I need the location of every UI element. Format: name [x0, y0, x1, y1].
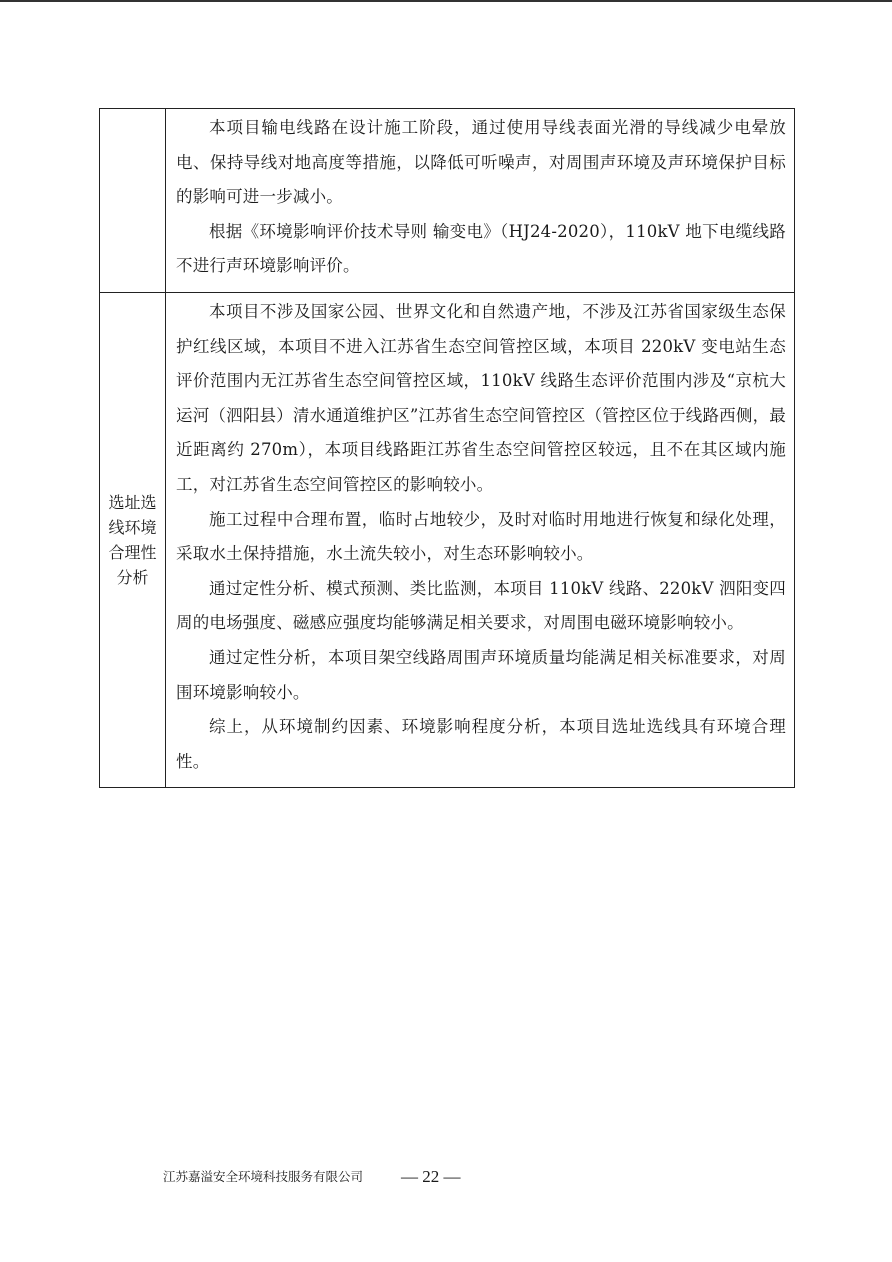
row-label-site-selection: 选址选线环境合理性分析: [108, 493, 157, 588]
top-border-line: [0, 0, 892, 2]
page-number: — 22 —: [401, 1167, 461, 1186]
row-label-cell: [100, 292, 166, 787]
table-row-site-selection: [100, 292, 795, 787]
row-content-cell: [166, 292, 795, 787]
paragraph: 通过定性分析，本项目架空线路周围声环境质量均能满足相关标准要求，对周围环境影响较小。: [176, 647, 786, 702]
table-row-noise-continuation: [100, 109, 795, 293]
assessment-table: [99, 108, 795, 788]
row-content-cell: [166, 109, 795, 293]
page-footer: [163, 1166, 563, 1194]
paragraph: 施工过程中合理布置，临时占地较少，及时对临时用地进行恢复和绿化处理，采取水土保持措施，水土流失较小，对生态环影响较小。: [176, 509, 786, 564]
paragraph: 根据《环境影响评价技术导则 输变电》（HJ24-2020），110kV 地下电缆线路不进行声环境影响评价。: [176, 221, 786, 276]
footer-company-name: 江苏嘉溢安全环境科技服务有限公司: [163, 1169, 364, 1184]
paragraph: 通过定性分析、模式预测、类比监测，本项目 110kV 线路、220kV 泗阳变四周的电场强度、磁感应强度均能够满足相关要求，对周围电磁环境影响较小。: [176, 578, 786, 633]
paragraph: 本项目不涉及国家公园、世界文化和自然遗产地，不涉及江苏省国家级生态保护红线区域，本项目不进入江苏省生态空间管控区域，本项目 220kV 变电站生态评价范围内无江苏省生态空间管控区域，110kV 线路生态评价范围内涉及“京杭大运河（泗阳县）清水通道维护区”江苏省生态空间管控区（管控区位于线路西侧，最近距离约 270m），本项目线路距江苏省生态空间管控区较远，且不在其区域内施工，对江苏省生态空间管控区的影响较小。: [176, 301, 786, 494]
paragraph: 本项目输电线路在设计施工阶段，通过使用导线表面光滑的导线减少电晕放电、保持导线对地高度等措施，以降低可听噪声，对周围声环境及声环境保护目标的影响可进一步减小。: [176, 118, 786, 207]
paragraph: 综上，从环境制约因素、环境影响程度分析，本项目选址选线具有环境合理性。: [176, 717, 786, 771]
row-label-cell-empty: [100, 109, 166, 293]
